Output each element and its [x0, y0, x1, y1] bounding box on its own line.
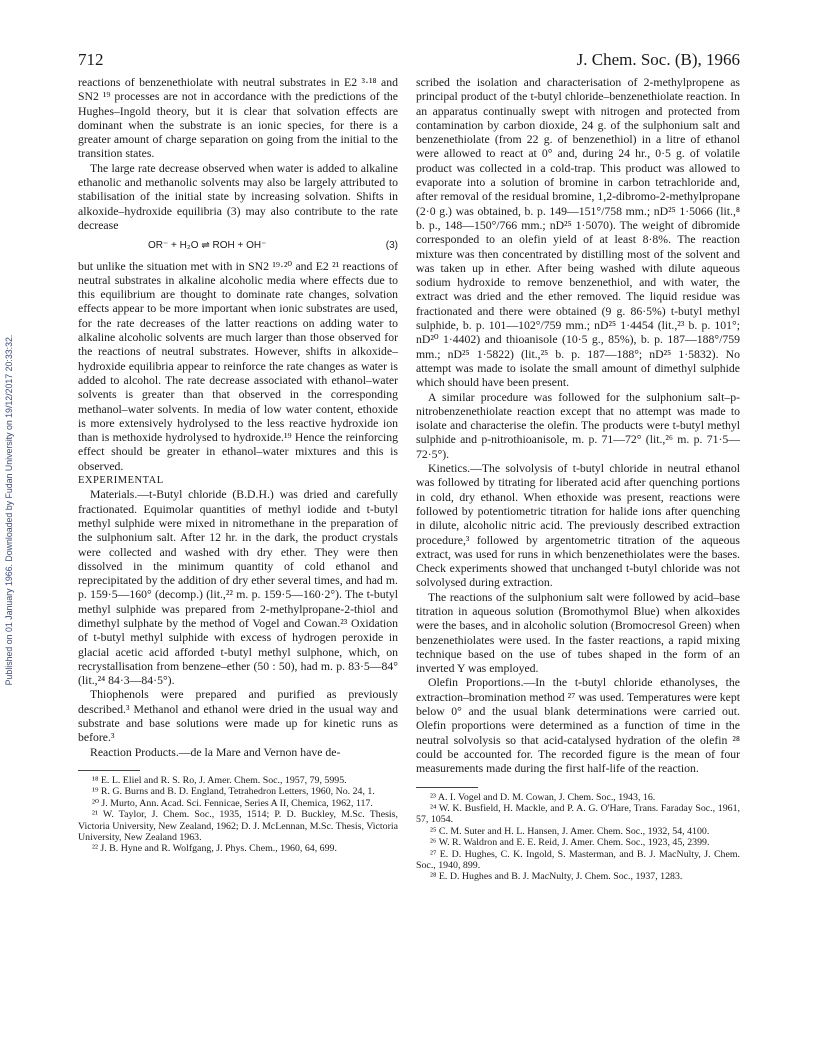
journal-citation: J. Chem. Soc. (B), 1966 [576, 50, 740, 69]
page-header [78, 50, 740, 72]
footnote-rule [78, 770, 140, 771]
paragraph: but unlike the situation met with in SN2 ¹⁹·²⁰ and E2 ²¹ reactions of neutral substrates in alkaline alcoholic media where effects due to this equilibrium are thought to dominate rate changes, solvation effects appear to be more important when ionic substrates are used, for the rate decreases of the latter reactions on adding water to alkaline alcoholic solvents are much larger than those observed for the reactions of neutral substrates. However, shifts in alkoxide–hydroxide equilibria appear to reinforce the rate changes as water is added to alcohol. The rate decrease associated with ethanol–water solvents is greater than that observed in the corresponding methanol–water solvents. In media of low water content, ethoxide is more extensively hydrolysed to the less reactive hydroxide ion than is methoxide hydrolysed to hydroxide.¹⁹ Hence the reinforcing effect should be greater in ethanol–water mixtures and this is observed. [78, 259, 398, 473]
footnote: ²³ A. I. Vogel and D. M. Cowan, J. Chem. Soc., 1943, 16. [430, 791, 656, 803]
paragraph: Reaction Products.—de la Mare and Vernon have de- [90, 745, 341, 759]
paragraph: Materials.—t-Butyl chloride (B.D.H.) was dried and carefully fractionated. Equimolar quantities of methyl iodide and t-butyl methyl sulphide were mixed in nitromethane in the preparation of the sulphonium salt. After 12 hr. in the dark, the product crystals were collected and washed with dry ether. They were then dissolved in the minimum quantity of cold ethanol and reprecipitated by the addition of dry ether several times, and had m. p. 159·5—160° (decomp.) (lit.,²² m. p. 159·5—160·2°). The t-butyl methyl sulphide was prepared from 2-methylpropane-2-thiol and dimethyl sulphate by the method of Vogel and Cowan.²³ Oxidation of t-butyl methyl sulphide with excess of hydrogen peroxide in glacial acetic acid afforded t-butyl methyl sulphone, which, on recrystallisation from benzene–ether (50 : 50), had m. p. 83·5—84° (lit.,²⁴ 84·3—84·5°). [78, 488, 398, 688]
paragraph: Kinetics.—The solvolysis of t-butyl chloride in neutral ethanol was followed by titrating for liberated acid after quenching portions in cold, dry ethanol. When ethoxide was present, reactions were followed by potentiometric titration for halide ions after quenching in dilute, alcoholic nitric acid. The previously described extraction procedure,³ followed by argentometric titration of the aqueous extract, was used for runs in which benzenethiolates were the bases. Check experiments showed that unchanged t-butyl chloride was not solvolysed during extraction. [416, 462, 740, 590]
download-sidebar [2, 150, 16, 870]
footnote: ²⁴ W. K. Busfield, H. Mackle, and P. A. G. O'Hare, Trans. Faraday Soc., 1961, 57, 1054. [416, 802, 740, 826]
paragraph: Thiophenols were prepared and purified as previously described.³ Methanol and ethanol were dried in the usual way and substrate and base solutions were made up for kinetic runs as before.³ [78, 688, 398, 745]
footnote: ²⁶ W. R. Waldron and E. E. Reid, J. Amer. Chem. Soc., 1923, 45, 2399. [430, 837, 710, 849]
section-heading: EXPERIMENTAL [78, 475, 164, 487]
paragraph: reactions of benzenethiolate with neutral substrates in E2 ³·¹⁸ and SN2 ¹⁹ processes are not in accordance with the predictions of the Hughes–Ingold theory, but it is clear that solvation effects are dominant when the substrate is an ionic species, for there is a greater amount of charge separation on going from the initial to the transition states. [78, 76, 398, 161]
footnote: ²² J. B. Hyne and R. Wolfgang, J. Phys. Chem., 1960, 64, 699. [92, 843, 337, 855]
footnotes-left [78, 775, 398, 855]
footnote: ²¹ W. Taylor, J. Chem. Soc., 1935, 1514; P. D. Buckley, M.Sc. Thesis, Victoria University, New Zealand, 1962; D. J. McLennan, M.Sc. Thesis, Victoria University, New Zealand 1963. [78, 809, 398, 843]
equation-body: OR⁻ + H₂O ⇌ ROH + OH⁻ [148, 240, 267, 252]
footnote: ¹⁸ E. L. Eliel and R. S. Ro, J. Amer. Chem. Soc., 1957, 79, 5995. [92, 774, 347, 786]
equation-3 [78, 233, 398, 259]
left-column [78, 76, 398, 855]
right-column [416, 76, 740, 883]
paragraph: A similar procedure was followed for the sulphonium salt–p-nitrobenzenethiolate reaction except that no attempt was made to isolate and characterise the olefin. The products were t-butyl methyl sulphide and p-nitrothioanisole, m. p. 71—72° (lit.,²⁶ m. p. 71·5—72·5°). [416, 390, 740, 461]
paragraph: scribed the isolation and characterisation of 2-methylpropene as principal product of the t-butyl chloride–benzenethiolate reaction. In an apparatus continually swept with nitrogen and protected from contamination by carbon dioxide, 24 g. of the sulphonium salt and benzenethiolate (from 22 g. of benzenethiol) in a litre of ethanol were allowed to react at 0° and, during 24 hr., 0·5 g. of volatile product was collected in a cold-trap. This product was allowed to evaporate into a solution of bromine in carbon tetrachloride and, after removal of the residual bromine, 1,2-dibromo-2-methylpropane (2·0 g.) was obtained, b. p. 149—151°/758 mm.; nD²⁵ 1·5066 (lit.,⁸ b. p., 148—150°/766 mm.; nD²⁵ 1·5070). The weight of dibromide corresponded to an olefin yield of at least 8·8%. The reaction mixture was then concentrated by distilling most of the solvent and was taken up in ether. After being washed with dilute aqueous sodium hydroxide to remove benzenethiol, and with water, the extract was dried and the ether removed. The liquid residue was fractionated and there were obtained (9 g. 86·5%) t-butyl methyl sulphide, b. p. 101—102°/759 mm.; nD²⁵ 1·4454 (lit.,²³ b. p. 101°; nD²⁰ 1·4402) and thioanisole (10·5 g., 85%), b. p. 187—188°/759 mm.; nD²⁵ 1·5822) (lit.,²⁵ b. p. 187—188°; nD²⁵ 1·5832). No attempt was made to isolate the small amount of dimethyl sulphide which should have been present. [416, 76, 740, 390]
footnote: ²⁵ C. M. Suter and H. L. Hansen, J. Amer. Chem. Soc., 1932, 54, 4100. [430, 825, 710, 837]
footnote: ²⁷ E. D. Hughes, C. K. Ingold, S. Masterman, and B. J. MacNulty, J. Chem. Soc., 1940, 899. [416, 848, 740, 871]
footnote: ²⁰ J. Murto, Ann. Acad. Sci. Fennicae, Series A II, Chemica, 1962, 117. [92, 797, 373, 809]
footnotes-right [416, 792, 740, 883]
paragraph: Olefin Proportions.—In the t-butyl chloride ethanolyses, the extraction–bromination method ²⁷ was used. Temperatures were kept below 0° and the usual blank determinations were carried out. Olefin proportions were determined as a function of time in the neutral solvolysis so that acid-catalysed hydration of the olefin ²⁸ could be accounted for. The recorded figure is the mean of four measurements made during the first half-life of the reaction. [416, 676, 740, 776]
paragraph: The large rate decrease observed when water is added to alkaline ethanolic and methanolic solvents may also be largely attributed to stabilisation of the initial state by increasing solvation. Shifts in alkoxide–hydroxide equilibria (3) may also contribute to the rate decrease [78, 161, 398, 232]
page-number: 712 [78, 50, 104, 69]
footnote-rule [416, 787, 478, 788]
download-notice: Published on 01 January 1966. Downloaded by Fudan University on 19/12/2017 20:33:32. [4, 334, 14, 686]
footnote: ¹⁹ R. G. Burns and B. D. England, Tetrahedron Letters, 1960, No. 24, 1. [92, 786, 375, 798]
footnote: ²⁸ E. D. Hughes and B. J. MacNulty, J. Chem. Soc., 1937, 1283. [430, 871, 683, 883]
paragraph: The reactions of the sulphonium salt were followed by acid–base titration in aqueous solution (Bromothymol Blue) when alkoxides were the bases, and in alcoholic solution (Bromocresol Green) when benzenethiolates were used. In the faster reactions, a rapid mixing technique based on the use of tubes shaped in the form of an inverted Y was employed. [416, 590, 740, 676]
equation-number: (3) [385, 240, 398, 252]
